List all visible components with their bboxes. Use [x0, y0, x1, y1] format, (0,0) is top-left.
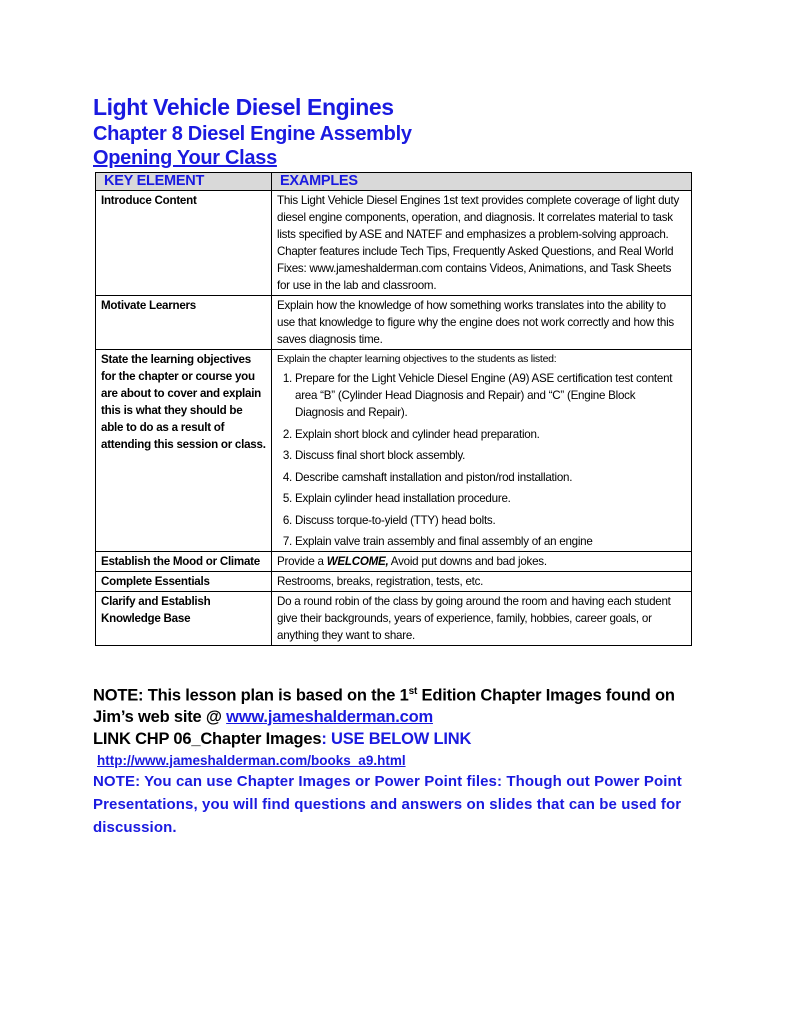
table-row — [96, 191, 692, 296]
column-header: KEY ELEMENT — [96, 173, 272, 191]
key-element: Motivate Learners — [96, 296, 272, 350]
chapter-images-link[interactable]: http://www.jameshalderman.com/books_a9.html — [97, 752, 406, 768]
table-row — [96, 552, 692, 572]
link-instruction: : USE BELOW LINK — [321, 729, 472, 748]
key-element: Introduce Content — [96, 191, 272, 296]
objective-item: 2. Explain short block and cylinder head preparation. — [295, 426, 686, 443]
link-label: LINK CHP 06_Chapter Images — [93, 729, 322, 748]
example-text: This Light Vehicle Diesel Engines 1st text provides complete coverage of light duty diesel engine components, operation, and diagnosis. It correlates material to task lists specified by ASE and NATEF and emphasizes a problem-solving approach. Chapter features include Tech Tips, Frequently Asked Questions, and Real World Fixes: www.jameshalderman.com contains Videos, Animations, and Task Sheets for use in the lab and classroom. — [272, 191, 692, 296]
key-element: Establish the Mood or Climate — [96, 552, 272, 572]
powerpoint-note: NOTE: You can use Chapter Images or Power Point files: Though out Power Point Presentations, you will find questions and answers on slides that can be used for discussion. — [93, 772, 682, 836]
website-link[interactable]: www.jameshalderman.com — [226, 707, 433, 726]
text: NOTE: This lesson plan is based on the 1 — [93, 686, 409, 705]
column-header: EXAMPLES — [272, 173, 692, 191]
example-text: Explain how the knowledge of how something works translates into the ability to use that knowledge to figure why the engine does not work correctly and how this saves diagnosis time. — [272, 296, 692, 350]
example-text: Do a round robin of the class by going around the room and having each student give their backgrounds, years of experience, family, hobbies, career goals, or anything they want to share. — [272, 592, 692, 646]
document-title: Light Vehicle Diesel Engines — [93, 94, 394, 120]
table-row — [96, 296, 692, 350]
table-row — [96, 350, 692, 552]
welcome-emphasis: WELCOME, — [326, 555, 389, 568]
objective-item: 3. Discuss final short block assembly. — [295, 447, 686, 464]
key-element: Clarify and Establish Knowledge Base — [96, 592, 272, 646]
key-element: State the learning objectives for the chapter or course you are about to cover and explain this is what they should be able to do as a result of attending this session or class. — [96, 350, 272, 552]
example-text — [272, 552, 692, 572]
objective-item: 6. Discuss torque-to-yield (TTY) head bolts. — [295, 512, 686, 529]
objectives-list — [277, 370, 686, 550]
objective-item: 7. Explain valve train assembly and final assembly of an engine — [295, 533, 686, 550]
objective-item: 1. Prepare for the Light Vehicle Diesel Engine (A9) ASE certification test content area “B” (Cylinder Head Diagnosis and Repair) and “C” (Engine Block Diagnosis and Repair). — [295, 370, 686, 421]
section-title: Opening Your Class — [93, 147, 277, 169]
notes-section — [93, 681, 713, 839]
lesson-table — [95, 172, 692, 646]
text: Edition Chapter Images found on Jim’s web site @ — [93, 686, 675, 726]
objective-item: 5. Explain cylinder head installation procedure. — [295, 490, 686, 507]
text: Avoid put downs and bad jokes. — [388, 555, 547, 568]
objective-item: 4. Describe camshaft installation and piston/rod installation. — [295, 469, 686, 486]
superscript: st — [408, 686, 418, 697]
example-objectives — [272, 350, 692, 552]
url-line — [97, 753, 713, 768]
table-row — [96, 592, 692, 646]
chapter-title: Chapter 8 Diesel Engine Assembly — [93, 123, 412, 145]
edition-note — [93, 681, 713, 728]
table-header-row — [96, 173, 692, 191]
table-row — [96, 572, 692, 592]
objectives-intro: Explain the chapter learning objectives to the students as listed: — [277, 353, 557, 365]
example-text: Restrooms, breaks, registration, tests, etc. — [272, 572, 692, 592]
text: Provide a — [277, 555, 327, 568]
key-element: Complete Essentials — [96, 572, 272, 592]
link-heading — [93, 730, 713, 749]
